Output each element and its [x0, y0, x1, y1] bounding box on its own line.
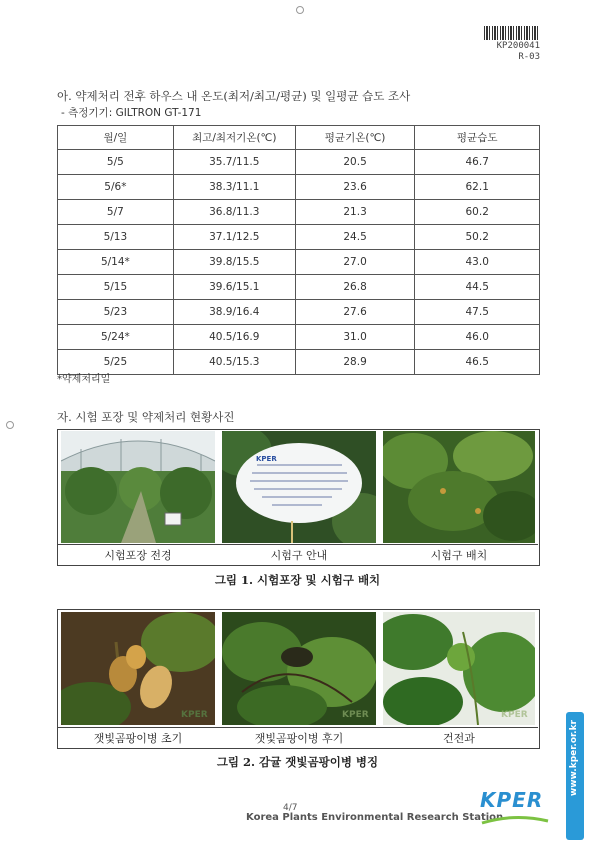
caption-field-overview: 시험포장 전경: [104, 549, 172, 562]
photo-gray-mold-early: [61, 612, 215, 725]
caption-gray-mold-late: 잿빛곰팡이병 후기: [254, 732, 344, 745]
barcode: [484, 26, 538, 40]
photo-healthy-fruit: [383, 612, 535, 725]
kper-logo-text: KPER: [480, 788, 544, 812]
instrument-line: - 측정기기: GILTRON GT-171: [61, 107, 202, 119]
cell-avg: 28.9: [295, 350, 415, 375]
table-row: [58, 250, 540, 275]
website-sidebar: [566, 712, 584, 840]
cell-max-min: 37.1/12.5: [173, 225, 295, 250]
table-row: [58, 150, 540, 175]
photo-field-overview: [61, 431, 215, 543]
caption-gray-mold-early: 잿빛곰팡이병 초기: [93, 732, 183, 745]
cell-avg: 21.3: [295, 200, 415, 225]
table-row: [58, 275, 540, 300]
cell-max-min: 38.9/16.4: [173, 300, 295, 325]
website-url[interactable]: www.kper.or.kr: [569, 720, 579, 797]
cell-date: 5/13: [58, 225, 174, 250]
section-b-title: 자. 시험 포장 및 약제처리 현황사진: [57, 410, 235, 424]
cell-max-min: 39.8/15.5: [173, 250, 295, 275]
figure-1-caption-divider: [57, 544, 538, 545]
cell-humidity: 60.2: [415, 200, 540, 225]
table-row: [58, 350, 540, 375]
doc-code-block: [470, 41, 540, 63]
punch-hole-left: [6, 421, 14, 429]
table-row: [58, 325, 540, 350]
cell-date: 5/23: [58, 300, 174, 325]
cell-max-min: 35.7/11.5: [173, 150, 295, 175]
caption-healthy-fruit: 건전과: [443, 732, 475, 745]
header-avg-humidity: 평균습도: [415, 126, 540, 150]
table-header-row: [58, 126, 540, 150]
cell-date: 5/14*: [58, 250, 174, 275]
page-number: 4/7: [283, 803, 298, 813]
cell-humidity: 46.7: [415, 150, 540, 175]
cell-avg: 20.5: [295, 150, 415, 175]
section-a-title: 아. 약제처리 전후 하우스 내 온도(최저/최고/평균) 및 일평균 습도 조사: [57, 89, 411, 103]
photo-plot-layout: [383, 431, 535, 543]
cell-humidity: 46.5: [415, 350, 540, 375]
sign-logo: KPER: [256, 455, 277, 463]
cell-date: 5/24*: [58, 325, 174, 350]
cell-humidity: 46.0: [415, 325, 540, 350]
header-date: 월/일: [58, 126, 174, 150]
photo-gray-mold-late: [222, 612, 376, 725]
caption-plot-layout: 시험구 배치: [430, 549, 488, 562]
cell-date: 5/15: [58, 275, 174, 300]
watermark: KPER: [501, 710, 528, 720]
cell-avg: 23.6: [295, 175, 415, 200]
cell-humidity: 50.2: [415, 225, 540, 250]
cell-date: 5/5: [58, 150, 174, 175]
org-name: Korea Plants Environmental Research Station: [246, 812, 504, 823]
cell-humidity: 62.1: [415, 175, 540, 200]
figure-2-caption-divider: [57, 727, 538, 728]
cell-date: 5/6*: [58, 175, 174, 200]
cell-max-min: 40.5/15.3: [173, 350, 295, 375]
cell-max-min: 38.3/11.1: [173, 175, 295, 200]
doc-revision: R-03: [518, 52, 540, 62]
watermark: KPER: [342, 710, 369, 720]
cell-date: 5/7: [58, 200, 174, 225]
cell-avg: 26.8: [295, 275, 415, 300]
table-row: [58, 175, 540, 200]
cell-avg: 31.0: [295, 325, 415, 350]
photo-plot-sign: [222, 431, 376, 543]
figure-1-title: 그림 1. 시험포장 및 시험구 배치: [214, 573, 381, 587]
cell-humidity: 44.5: [415, 275, 540, 300]
header-max-min-temp: 최고/최저기온(℃): [173, 126, 295, 150]
cell-avg: 24.5: [295, 225, 415, 250]
watermark: KPER: [181, 710, 208, 720]
cell-max-min: 40.5/16.9: [173, 325, 295, 350]
cell-avg: 27.6: [295, 300, 415, 325]
punch-hole-top: [296, 6, 304, 14]
cell-max-min: 39.6/15.1: [173, 275, 295, 300]
header-avg-temp: 평균기온(℃): [295, 126, 415, 150]
cell-humidity: 47.5: [415, 300, 540, 325]
table-footnote: *약제처리일: [57, 374, 111, 385]
table-row: [58, 300, 540, 325]
table-row: [58, 200, 540, 225]
cell-date: 5/25: [58, 350, 174, 375]
doc-code: KP200041: [496, 41, 540, 51]
figure-2-title: 그림 2. 감귤 잿빛곰팡이병 병징: [216, 755, 379, 769]
kper-logo: [480, 788, 550, 828]
cell-max-min: 36.8/11.3: [173, 200, 295, 225]
logo-swoosh-icon: [480, 815, 550, 827]
cell-humidity: 43.0: [415, 250, 540, 275]
temperature-humidity-table: [57, 125, 540, 375]
caption-plot-sign: 시험구 안내: [270, 549, 328, 562]
cell-avg: 27.0: [295, 250, 415, 275]
table-row: [58, 225, 540, 250]
